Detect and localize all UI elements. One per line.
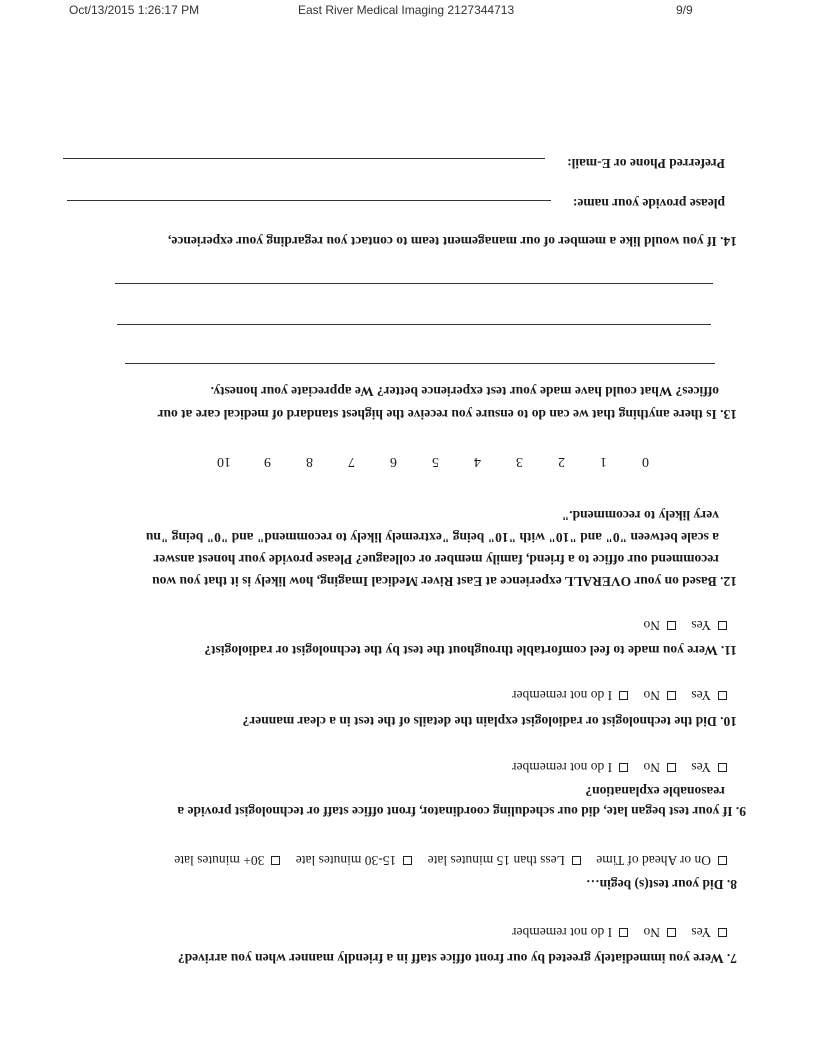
question-10-options: [500, 687, 727, 703]
checkbox-icon[interactable]: [667, 928, 676, 937]
fax-page-number: 9/9: [676, 3, 693, 17]
checkbox-icon[interactable]: [718, 856, 727, 865]
option-on-time[interactable]: On or Ahead of Time: [596, 853, 727, 868]
option-no[interactable]: No: [643, 760, 676, 775]
option-yes[interactable]: Yes: [691, 760, 727, 775]
name-field[interactable]: [67, 200, 551, 201]
option-dont-remember[interactable]: I do not remember: [512, 688, 628, 703]
answer-line-3[interactable]: [115, 283, 713, 284]
question-14: 14. If you would like a member of our management team to contact you regarding your experience,: [168, 234, 737, 249]
option-yes[interactable]: Yes: [691, 688, 727, 703]
option-no[interactable]: No: [643, 618, 676, 633]
scale-6[interactable]: 6: [390, 454, 397, 469]
option-under-15[interactable]: Less than 15 minutes late: [428, 853, 581, 868]
scale-4[interactable]: 4: [474, 454, 481, 469]
fax-timestamp: Oct/13/2015 1:26:17 PM: [69, 3, 200, 17]
option-yes[interactable]: Yes: [691, 618, 727, 633]
scale-0[interactable]: 0: [642, 454, 649, 469]
checkbox-icon[interactable]: [667, 763, 676, 772]
question-8: 8. Did your test(s) begin…: [586, 877, 737, 892]
question-9-line-2: reasonable explanation?: [585, 784, 725, 799]
option-dont-remember[interactable]: I do not remember: [512, 925, 628, 940]
question-7-options: [500, 924, 727, 940]
answer-line-1[interactable]: [125, 363, 715, 364]
checkbox-icon[interactable]: [667, 691, 676, 700]
checkbox-icon[interactable]: [718, 621, 727, 630]
contact-field[interactable]: [63, 158, 545, 159]
question-12-line-2: recommend our office to a friend, family member or colleague? Please provide your honest answer: [153, 552, 719, 567]
question-9-line-1: 9. If your test began late, did our scheduling coordinator, front office staff or technologist provide a: [177, 804, 746, 819]
question-12-line-3: a scale between "0" and "10" with "10" being "extremely likely to recommend" and "0" being "nu: [145, 530, 719, 545]
option-15-30[interactable]: 15-30 minutes late: [296, 853, 412, 868]
checkbox-icon[interactable]: [619, 691, 628, 700]
option-dont-remember[interactable]: I do not remember: [512, 760, 628, 775]
checkbox-icon[interactable]: [271, 856, 280, 865]
option-no[interactable]: No: [643, 688, 676, 703]
checkbox-icon[interactable]: [572, 856, 581, 865]
contact-label: Preferred Phone or E-mail:: [567, 156, 725, 171]
option-yes[interactable]: Yes: [691, 925, 727, 940]
question-12-line-4: very likely to recommend.": [561, 508, 719, 523]
checkbox-icon[interactable]: [718, 691, 727, 700]
scale-1[interactable]: 1: [600, 454, 607, 469]
scale-3[interactable]: 3: [516, 454, 523, 469]
question-7: 7. Were you immediately greeted by our front office staff in a friendly manner when you arrived?: [177, 951, 737, 966]
question-11: 11. Were you made to feel comfortable throughout the test by the technologist or radiologist?: [204, 643, 737, 658]
checkbox-icon[interactable]: [619, 928, 628, 937]
question-13-line-2: offices? What could have made your test experience better? We appreciate your honesty.: [210, 384, 719, 399]
name-label: please provide your name:: [572, 196, 725, 211]
question-13-line-1: 13. Is there anything that we can do to ensure you receive the highest standard of medical care at our: [157, 407, 737, 422]
scale-7[interactable]: 7: [348, 454, 355, 469]
question-10: 10. Did the technologist or radiologist explain the details of the test in a clear manner?: [242, 714, 737, 729]
scale-10[interactable]: 10: [217, 454, 231, 469]
question-8-options: [162, 852, 727, 868]
checkbox-icon[interactable]: [718, 763, 727, 772]
checkbox-icon[interactable]: [667, 621, 676, 630]
option-30-plus[interactable]: 30+ minutes late: [174, 853, 280, 868]
question-12-line-1: 12. Based on your OVERALL experience at East River Medical Imaging, how likely is it that you wou: [152, 574, 737, 589]
scale-8[interactable]: 8: [306, 454, 313, 469]
checkbox-icon[interactable]: [619, 763, 628, 772]
answer-line-2[interactable]: [117, 324, 711, 325]
scale-9[interactable]: 9: [264, 454, 271, 469]
option-no[interactable]: No: [643, 925, 676, 940]
checkbox-icon[interactable]: [403, 856, 412, 865]
scale-2[interactable]: 2: [558, 454, 565, 469]
scale-5[interactable]: 5: [432, 454, 439, 469]
checkbox-icon[interactable]: [718, 928, 727, 937]
fax-sender: East River Medical Imaging 2127344713: [298, 3, 515, 17]
question-9-options: [500, 759, 727, 775]
question-11-options: [631, 617, 727, 633]
